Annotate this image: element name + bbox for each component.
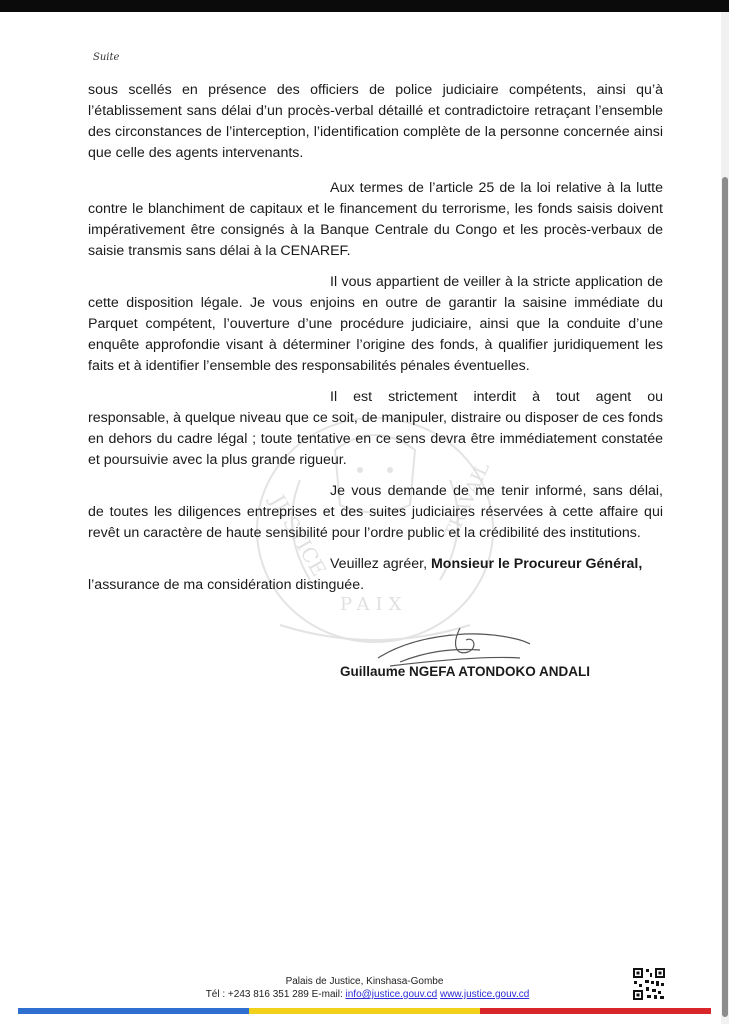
footer-phone: Tél : +243 816 351 289 E-mail: bbox=[205, 989, 346, 1000]
flag-stripe-blue bbox=[18, 1008, 249, 1014]
watermark-word-justice: JUSTICE bbox=[265, 490, 332, 581]
signatory-name: Guillaume NGEFA ATONDOKO ANDALI bbox=[340, 664, 591, 679]
scrollbar-thumb[interactable] bbox=[722, 177, 728, 1017]
watermark-word-paix: PAIX bbox=[340, 594, 408, 615]
footer-contact bbox=[6, 988, 729, 1001]
footer bbox=[0, 975, 729, 1001]
flag-stripe-yellow bbox=[249, 1008, 480, 1014]
closing-formula bbox=[88, 554, 663, 596]
footer-website-link[interactable]: www.justice.gouv.cd bbox=[439, 989, 530, 1000]
closing-suffix: l’assurance de ma considération distinguée. bbox=[88, 577, 365, 593]
scrollbar[interactable] bbox=[721, 12, 729, 1024]
footer-address: Palais de Justice, Kinshasa-Gombe bbox=[285, 976, 444, 987]
paragraph-seals: sous scellés en présence des officiers de police judiciaire compétents, ainsi qu’à l’établissement sans délai d’un procès-verbal détaillé et contradictoire retraçant l’ensemble des circonstances de l’interception, l’identification complète de la personne concernée ainsi que celle des agents intervenants. bbox=[88, 82, 663, 161]
closing-prefix: Veuillez agréer, bbox=[330, 556, 431, 572]
qr-code-icon bbox=[632, 967, 666, 1001]
paragraph-instructions: Il vous appartient de veiller à la stricte application de cette disposition légale. Je vous enjoins en outre de garantir la saisine immédiate du Parquet compétent, l’ouverture d’une procédure judiciaire, ainsi que la conduite d’une enquête approfondie visant à déterminer l’origine des fonds, à qualifier juridiquement les faits et à identifier l’ensemble des responsabilités pénales éventuelles. bbox=[88, 274, 663, 374]
letter-body bbox=[88, 80, 663, 606]
handwritten-signature bbox=[370, 622, 535, 670]
closing-recipient: Monsieur le Procureur Général, bbox=[430, 556, 643, 572]
watermark-word-travail: TRAVAIL bbox=[440, 459, 494, 543]
footer-email-link[interactable]: info@justice.gouv.cd bbox=[345, 989, 438, 1000]
continuation-mark: Suite bbox=[93, 52, 120, 63]
paragraph-prohibition: Il est strictement interdit à tout agent ou responsable, à quelque niveau que ce soit, de manipuler, distraire ou disposer de ces fonds en dehors du cadre légal ; toute tentative en ce sens devra être immédiatement constatée et poursuivie avec la plus grande rigueur. bbox=[88, 389, 663, 468]
national-flag-stripe bbox=[18, 1008, 711, 1014]
flag-stripe-red bbox=[480, 1008, 711, 1014]
paragraph-article-25: Aux termes de l’article 25 de la loi relative à la lutte contre le blanchiment de capitaux et le financement du terrorisme, les fonds saisis doivent impérativement être consignés à la Banque Centrale du Congo et les procès-verbaux de saisie transmis sans délai à la CENAREF. bbox=[88, 180, 663, 259]
top-bar bbox=[0, 0, 729, 12]
paragraph-report-request: Je vous demande de me tenir informé, sans délai, de toutes les diligences entreprises et des suites judiciaires réservées à cette affaire qui revêt un caractère de haute sensibilité pour l’ordre public et la crédibilité des institutions. bbox=[88, 483, 663, 541]
